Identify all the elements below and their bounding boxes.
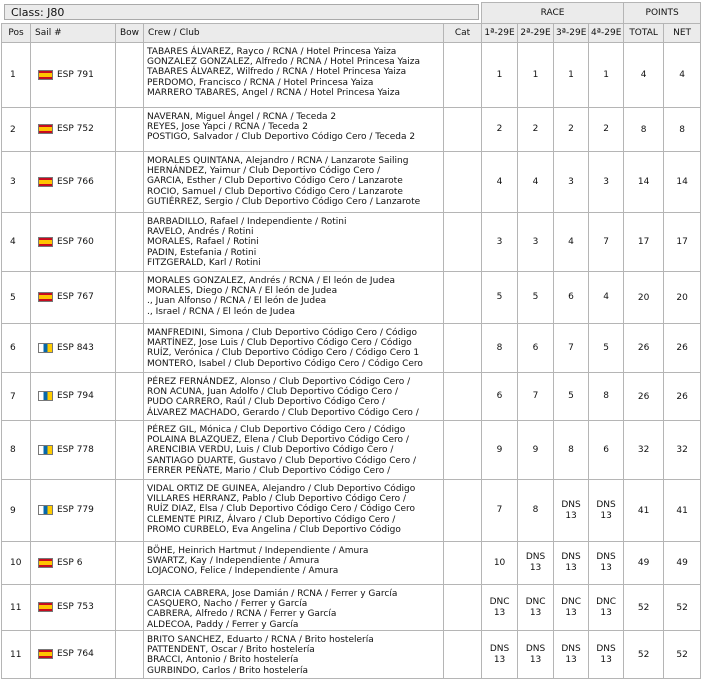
race-group-header: RACE (482, 3, 624, 24)
sail-cell (31, 585, 116, 631)
pos-cell: 11 (2, 631, 31, 679)
bow-cell (116, 480, 144, 542)
crew-member: CASQUERO, Nacho / Ferrer y García (147, 599, 308, 610)
crew-member: SWARTZ, Kay / Independiente / Amura (147, 556, 320, 567)
crew-member: ALDECOA, Paddy / Ferrer y García (147, 619, 299, 630)
bow-cell (116, 421, 144, 480)
pos-cell: 11 (2, 585, 31, 631)
cat-cell (444, 108, 482, 152)
cat-cell (444, 421, 482, 480)
race-result-cell: DNS 13 (482, 631, 518, 679)
spain-flag-icon (38, 237, 53, 247)
race-result-cell: 3 (518, 213, 554, 272)
race-result-cell: 1 (518, 43, 554, 108)
crew-member: FITZGERALD, Karl / Rotini (147, 257, 261, 268)
crew-cell (144, 585, 444, 631)
results-table (1, 2, 701, 679)
table-row (2, 108, 701, 152)
table-row (2, 213, 701, 272)
sail-number: ESP 778 (57, 444, 94, 455)
race-result-cell: 1 (482, 43, 518, 108)
spain-flag-icon (38, 177, 53, 187)
sail-number: ESP 764 (57, 649, 94, 660)
col-race-2: 2ª-29E (518, 24, 554, 43)
total-cell: 52 (624, 585, 664, 631)
net-cell: 20 (664, 272, 701, 324)
crew-member: ROCIO, Samuel / Club Deportivo Código Cero / Lanzarote (147, 186, 403, 197)
points-group-header: POINTS (624, 3, 701, 24)
col-sail: Sail # (31, 24, 116, 43)
race-result-cell: 7 (518, 373, 554, 421)
crew-member: CLEMENTE PIRIZ, Álvaro / Club Deportivo Código Cero / (147, 514, 396, 525)
total-cell: 26 (624, 373, 664, 421)
net-cell: 8 (664, 108, 701, 152)
crew-cell (144, 373, 444, 421)
race-result-cell: 3 (589, 152, 624, 213)
cat-cell (444, 373, 482, 421)
race-result-cell: 3 (554, 152, 589, 213)
sail-number: ESP 767 (57, 292, 94, 303)
net-cell: 14 (664, 152, 701, 213)
crew-member: PATTENDENT, Oscar / Brito hostelería (147, 645, 315, 656)
spain-flag-icon (38, 649, 53, 659)
crew-member: HERNÁNDEZ, Yaimur / Club Deportivo Código Cero / (147, 166, 381, 177)
bow-cell (116, 542, 144, 585)
race-result-cell: 2 (589, 108, 624, 152)
race-result-cell: 6 (554, 272, 589, 324)
cat-cell (444, 213, 482, 272)
crew-member: BARBADILLO, Rafael / Independiente / Rotini (147, 217, 347, 227)
race-result-cell: 2 (518, 108, 554, 152)
bow-cell (116, 272, 144, 324)
col-net: NET (664, 24, 701, 43)
cat-cell (444, 542, 482, 585)
crew-member: ., Juan Alfonso / RCNA / El león de Judea (147, 296, 327, 307)
canary-islands-flag-icon (38, 391, 53, 401)
sail-number: ESP 779 (57, 505, 94, 516)
total-cell: 26 (624, 324, 664, 373)
net-cell: 26 (664, 373, 701, 421)
col-pos: Pos (2, 24, 31, 43)
total-cell: 20 (624, 272, 664, 324)
cat-cell (444, 272, 482, 324)
bow-cell (116, 631, 144, 679)
crew-cell (144, 152, 444, 213)
total-cell: 32 (624, 421, 664, 480)
crew-member: TABARES ÁLVAREZ, Wilfredo / RCNA / Hotel Princesa Yaiza (147, 67, 407, 78)
sail-cell (31, 152, 116, 213)
pos-cell: 10 (2, 542, 31, 585)
crew-member: PUDO CARRERO, Raúl / Club Deportivo Código Cero / (147, 397, 386, 408)
crew-member: REYES, Jose Yapci / RCNA / Teceda 2 (147, 122, 309, 133)
pos-cell: 1 (2, 43, 31, 108)
crew-member: PÉREZ FERNÁNDEZ, Alonso / Club Deportivo Código Cero / (147, 377, 411, 387)
race-result-cell: 7 (482, 480, 518, 542)
sail-cell (31, 324, 116, 373)
crew-member: VIDAL ORTIZ DE GUINEA, Alejandro / Club Deportivo Código (147, 484, 416, 494)
crew-member: GARCIA, Esther / Club Deportivo Código Cero / Lanzarote (147, 176, 403, 187)
pos-cell: 4 (2, 213, 31, 272)
table-row (2, 542, 701, 585)
total-cell: 41 (624, 480, 664, 542)
crew-member: LOJACONO, Felice / Independiente / Amura (147, 566, 339, 577)
net-cell: 4 (664, 43, 701, 108)
cat-cell (444, 585, 482, 631)
spain-flag-icon (38, 292, 53, 302)
sail-cell (31, 542, 116, 585)
crew-member: MARTÍNEZ, Jose Luis / Club Deportivo Código Cero / Código (147, 338, 412, 349)
class-title-bar (4, 4, 479, 20)
crew-cell (144, 324, 444, 373)
race-result-cell: 2 (554, 108, 589, 152)
race-result-cell: DNS 13 (589, 542, 624, 585)
race-result-cell: 4 (518, 152, 554, 213)
crew-member: MANFREDINI, Simona / Club Deportivo Código Cero / Código (147, 328, 417, 338)
pos-cell: 9 (2, 480, 31, 542)
canary-islands-flag-icon (38, 343, 53, 353)
race-result-cell: DNS 13 (518, 631, 554, 679)
net-cell: 52 (664, 585, 701, 631)
crew-cell (144, 43, 444, 108)
sail-number: ESP 760 (57, 236, 94, 247)
crew-member: MONTERO, Isabel / Club Deportivo Código Cero / Código Cero (147, 358, 423, 369)
race-result-cell: 10 (482, 542, 518, 585)
sail-number: ESP 752 (57, 124, 94, 135)
cat-cell (444, 43, 482, 108)
crew-member: ARENCIBIA VERDU, Luis / Club Deportivo Código Cero / (147, 445, 394, 456)
pos-cell: 7 (2, 373, 31, 421)
crew-member: RAVELO, Andrés / Rotini (147, 227, 254, 238)
crew-member: TABARES ÁLVAREZ, Rayco / RCNA / Hotel Princesa Yaiza (147, 47, 397, 57)
col-race-4: 4ª-29E (589, 24, 624, 43)
canary-islands-flag-icon (38, 445, 53, 455)
net-cell: 17 (664, 213, 701, 272)
cat-cell (444, 324, 482, 373)
crew-member: PROMO CURBELO, Eva Angelina / Club Deportivo Código (147, 524, 401, 535)
sail-number: ESP 753 (57, 602, 94, 613)
bow-cell (116, 43, 144, 108)
race-result-cell: 7 (554, 324, 589, 373)
crew-member: MORALES, Diego / RCNA / El león de Judea (147, 286, 338, 297)
bow-cell (116, 213, 144, 272)
race-result-cell: 4 (482, 152, 518, 213)
race-result-cell: 5 (589, 324, 624, 373)
crew-cell (144, 272, 444, 324)
crew-member: MORALES QUINTANA, Alejandro / RCNA / Lanzarote Sailing (147, 156, 409, 166)
pos-cell: 2 (2, 108, 31, 152)
crew-cell (144, 542, 444, 585)
race-result-cell: DNC 13 (589, 585, 624, 631)
table-row (2, 480, 701, 542)
sail-number: ESP 766 (57, 176, 94, 187)
race-result-cell: 3 (482, 213, 518, 272)
table-row (2, 373, 701, 421)
pos-cell: 3 (2, 152, 31, 213)
crew-cell (144, 631, 444, 679)
pos-cell: 8 (2, 421, 31, 480)
race-result-cell: DNS 13 (589, 480, 624, 542)
crew-member: MORALES GONZALEZ, Andrés / RCNA / El león de Judea (147, 276, 396, 286)
pos-cell: 6 (2, 324, 31, 373)
race-result-cell: DNC 13 (518, 585, 554, 631)
net-cell: 49 (664, 542, 701, 585)
bow-cell (116, 373, 144, 421)
spain-flag-icon (38, 70, 53, 80)
race-result-cell: 5 (482, 272, 518, 324)
race-result-cell: 8 (482, 324, 518, 373)
net-cell: 41 (664, 480, 701, 542)
canary-islands-flag-icon (38, 505, 53, 515)
sail-cell (31, 213, 116, 272)
race-result-cell: DNC 13 (554, 585, 589, 631)
crew-member: PERDOMO, Francisco / RCNA / Hotel Princesa Yaiza (147, 77, 374, 88)
sail-cell (31, 43, 116, 108)
spain-flag-icon (38, 558, 53, 568)
crew-member: NAVERAN, Miguel Ángel / RCNA / Teceda 2 (147, 112, 337, 122)
crew-member: SANTIAGO DUARTE, Gustavo / Club Deportivo Código Cero / (147, 455, 416, 466)
total-cell: 4 (624, 43, 664, 108)
race-result-cell: 7 (589, 213, 624, 272)
total-cell: 52 (624, 631, 664, 679)
crew-member: VILLARES HERRANZ, Pablo / Club Deportivo Código Cero / (147, 494, 407, 505)
crew-member: GONZALEZ GONZALEZ, Alfredo / RCNA / Hotel Princesa Yaiza (147, 57, 421, 68)
pos-cell: 5 (2, 272, 31, 324)
sail-cell (31, 373, 116, 421)
cat-cell (444, 631, 482, 679)
class-title: Class: J80 (11, 6, 65, 19)
cat-cell (444, 480, 482, 542)
race-result-cell: 8 (589, 373, 624, 421)
table-row (2, 421, 701, 480)
spain-flag-icon (38, 602, 53, 612)
race-result-cell: 8 (518, 480, 554, 542)
col-race-3: 3ª-29E (554, 24, 589, 43)
race-result-cell: 2 (482, 108, 518, 152)
sail-cell (31, 631, 116, 679)
race-result-cell: 4 (554, 213, 589, 272)
race-result-cell: 1 (589, 43, 624, 108)
race-result-cell: 6 (589, 421, 624, 480)
col-crew: Crew / Club (144, 24, 444, 43)
bow-cell (116, 585, 144, 631)
race-result-cell: 4 (589, 272, 624, 324)
col-cat: Cat (444, 24, 482, 43)
sail-number: ESP 791 (57, 69, 94, 80)
total-cell: 14 (624, 152, 664, 213)
crew-member: ÁLVAREZ MACHADO, Gerardo / Club Deportivo Código Cero / (147, 407, 419, 418)
crew-member: MARRERO TABARES, Angel / RCNA / Hotel Princesa Yaiza (147, 87, 401, 98)
table-row (2, 152, 701, 213)
crew-member: FERRER PEÑATE, Mario / Club Deportivo Código Cero / (147, 465, 391, 476)
sail-cell (31, 272, 116, 324)
race-result-cell: 8 (554, 421, 589, 480)
race-result-cell: 9 (518, 421, 554, 480)
net-cell: 52 (664, 631, 701, 679)
race-result-cell: 5 (554, 373, 589, 421)
crew-member: GUTIÉRREZ, Sergio / Club Deportivo Código Cero / Lanzarote (147, 196, 421, 207)
net-cell: 26 (664, 324, 701, 373)
total-cell: 17 (624, 213, 664, 272)
crew-member: CABRERA, Alfredo / RCNA / Ferrer y García (147, 609, 337, 620)
crew-cell (144, 213, 444, 272)
bow-cell (116, 324, 144, 373)
crew-member: RUÍZ, Verónica / Club Deportivo Código Cero / Código Cero 1 (147, 348, 420, 359)
race-result-cell: 5 (518, 272, 554, 324)
race-result-cell: DNS 13 (554, 480, 589, 542)
sail-number: ESP 6 (57, 557, 83, 568)
crew-member: BRITO SANCHEZ, Eduarto / RCNA / Brito hostelería (147, 635, 374, 645)
sail-cell (31, 421, 116, 480)
race-result-cell: DNS 13 (554, 631, 589, 679)
crew-member: RON ACUNA, Juan Adolfo / Club Deportivo Código Cero / (147, 387, 398, 398)
crew-member: POLAINA BLAZQUEZ, Elena / Club Deportivo Código Cero / (147, 435, 409, 446)
race-result-cell: DNS 13 (589, 631, 624, 679)
crew-member: BÖHE, Heinrich Hartmut / Independiente / Amura (147, 546, 369, 556)
total-cell: 49 (624, 542, 664, 585)
table-row (2, 324, 701, 373)
race-result-cell: DNS 13 (518, 542, 554, 585)
bow-cell (116, 152, 144, 213)
crew-member: GARCIA CABRERA, Jose Damián / RCNA / Ferrer y García (147, 589, 398, 599)
col-race-1: 1ª-29E (482, 24, 518, 43)
crew-member: ., Israel / RCNA / El león de Judea (147, 306, 296, 317)
cat-cell (444, 152, 482, 213)
sail-number: ESP 794 (57, 391, 94, 402)
crew-member: RUÍZ DIAZ, Elsa / Club Deportivo Código Cero / Código Cero (147, 504, 416, 515)
col-bow: Bow (116, 24, 144, 43)
race-result-cell: 9 (482, 421, 518, 480)
sail-cell (31, 480, 116, 542)
table-row (2, 585, 701, 631)
bow-cell (116, 108, 144, 152)
crew-member: POSTIGO, Salvador / Club Deportivo Código Cero / Teceda 2 (147, 132, 416, 143)
crew-cell (144, 480, 444, 542)
col-total: TOTAL (624, 24, 664, 43)
race-result-cell: 6 (518, 324, 554, 373)
crew-cell (144, 421, 444, 480)
spain-flag-icon (38, 124, 53, 134)
crew-cell (144, 108, 444, 152)
table-row (2, 272, 701, 324)
crew-member: PADIN, Estefania / Rotini (147, 247, 257, 258)
race-result-cell: 1 (554, 43, 589, 108)
race-result-cell: DNC 13 (482, 585, 518, 631)
race-result-cell: 6 (482, 373, 518, 421)
crew-member: GURBINDO, Carlos / Brito hostelería (147, 665, 309, 676)
crew-member: BRACCI, Antonio / Brito hostelería (147, 655, 299, 666)
crew-member: MORALES, Rafael / Rotini (147, 237, 259, 248)
race-result-cell: DNS 13 (554, 542, 589, 585)
crew-member: PÉREZ GIL, Mónica / Club Deportivo Código Cero / Código (147, 425, 406, 435)
sail-number: ESP 843 (57, 342, 94, 353)
total-cell: 8 (624, 108, 664, 152)
table-row (2, 631, 701, 679)
net-cell: 32 (664, 421, 701, 480)
sail-cell (31, 108, 116, 152)
table-row (2, 43, 701, 108)
